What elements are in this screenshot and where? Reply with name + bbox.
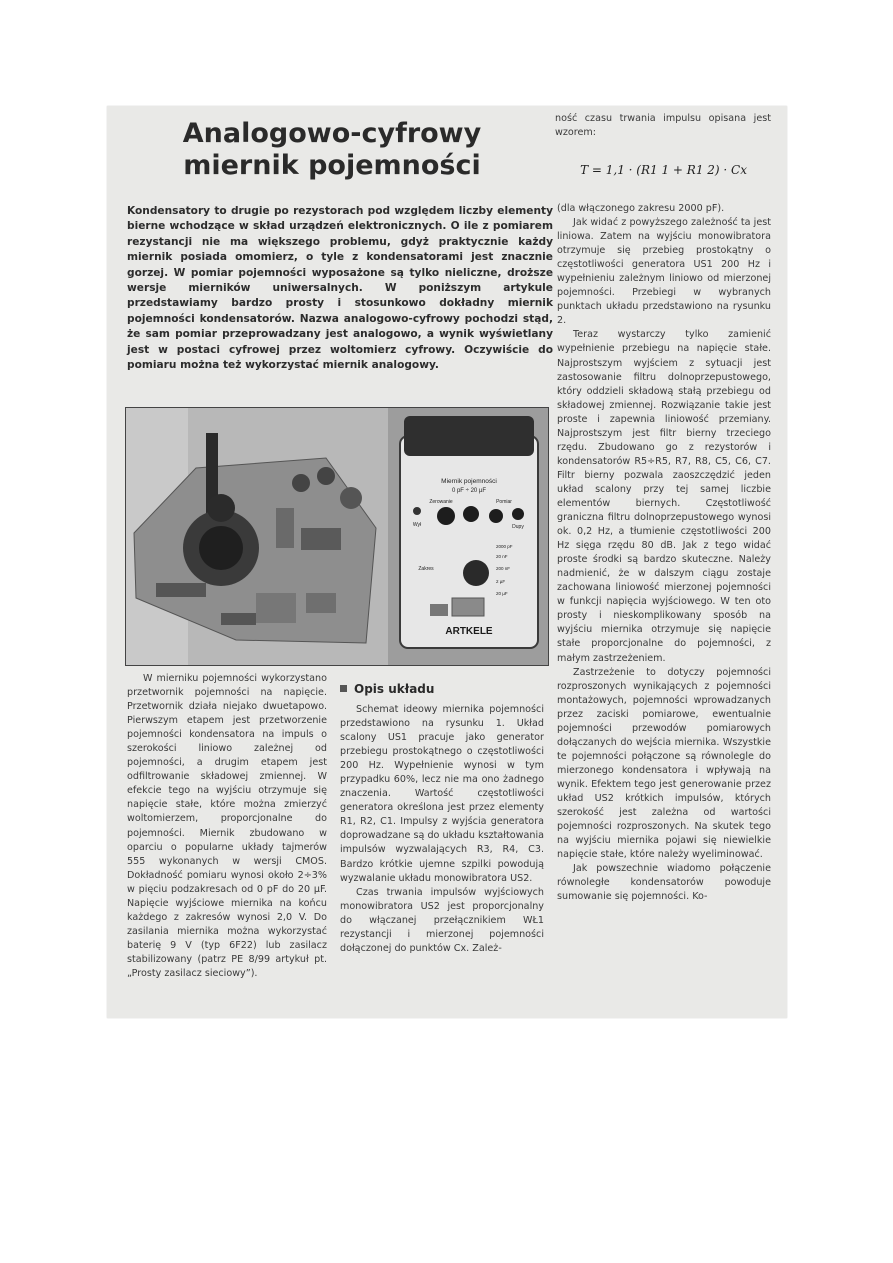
range-tick: 20 nF (496, 554, 508, 559)
paragraph: Zastrzeżenie to dotyczy pojemności rozproszonych wynikających z pojemności montażowych, pojemności wprowadzanych przez zaciski pomiarowe, ewentualnie pojemności przewodów pomiarowych dołączanych do wejścia miernika. Wszystkie te pojemności połączone są równolegle do mierzonego kondensatora i wpływają na wynik. Efektem tego jest generowanie przez układ US2 krótkich impulsów, których szerokość jest zależna od wartości pojemności rozproszonych. Na skutek tego na wyjściu miernika pojawi się niewielkie napięcie stałe, które należy wyeliminować. (557, 666, 771, 861)
knob-right-label: Pomiar (496, 499, 512, 505)
range-tick: 2 µF (496, 579, 506, 584)
output-label: Dupy (512, 524, 524, 530)
device-photo-illustration (126, 408, 548, 665)
section-heading (340, 682, 434, 696)
paragraph: Jak powszechnie wiadomo połączenie równoległe kondensatorów powoduje sumowanie się pojemności. Ko- (557, 863, 771, 903)
formula: T = 1,1 · (R1 1 + R1 2) · Cx (580, 163, 747, 177)
brand-label: ARTKELE (445, 626, 493, 637)
column-3-top (555, 112, 771, 140)
paragraph: Schemat ideowy miernika pojemności przedstawiono na rysunku 1. Układ scalony US1 pracuje jako generator przebiegu prostokątnego o częstotliwości 200 Hz. Wypełnienie wynosi w tym przypadku 60%, lecz nie ma ono żadnego znaczenia. Wartość częstotliwości generatora określona jest przez elementy R1, R2, C1. Impulsy z wyjścia generatora doprowadzane są do układu kształtowania impulsów wyzwalających R3, R4, C3. Bardzo krótkie ujemne szpilki powodują wyzwalanie układu monowibratora US2. (340, 704, 544, 884)
device-photo (125, 407, 549, 666)
column-1 (127, 672, 327, 981)
range-label: Zakres (418, 566, 434, 572)
panel-range: 0 pF ÷ 20 µF (451, 488, 487, 494)
panel-title: Miernik pojemności (441, 478, 497, 485)
paragraph: (dla włączonego zakresu 2000 pF). (557, 203, 725, 214)
article-title (107, 118, 557, 182)
title-line-2: miernik pojemności (183, 150, 481, 181)
range-tick: 2000 pF (496, 544, 513, 549)
lead-paragraph: Kondensatory to drugie po rezystorach pod względem liczby elementy bierne wchodzące w skład urządzeń elektronicznych. O ile z pomiarem rezystancji nie ma większego problemu, gdyż praktycznie każdy miernik posiada omomierz, o tyle z kondensatorami jest znacznie gorzej. W pomiar pojemności wyposażone są tylko nieliczne, droższe wersje mierników uniwersalnych. W poniższym artykule przedstawiamy bardzo prosty i stosunkowo dokładny miernik pojemności kondensatorów. Nazwa analogowo-cyfrowy pochodzi stąd, że sam pomiar przeprowadzany jest analogowo, a wynik wyświetlany jest w postaci cyfrowej przez woltomierz cyfrowy. Oczywiście do pomiaru można też wykorzystać miernik analogowy. (127, 205, 553, 372)
column-3 (557, 202, 771, 904)
paragraph: W mierniku pojemności wykorzystano przetwornik pojemności na napięcie. Przetwornik działa niejako dwuetapowo. Pierwszym etapem jest przetworzenie pojemności kondensatora na impuls o szerokości liniowo zależnej od pojemności, a drugim etapem jest odfiltrowanie składowej zmiennej. W efekcie tego na wyjściu otrzymuje się napięcie stałe, które można zmierzyć woltomierzem, proporcjonalne do pojemności. Miernik zbudowano w oparciu o popularne układy tajmerów 555 wykonanych w wersji CMOS. Dokładność pomiaru wynosi około 2÷3% w pięciu podzakresach od 0 pF do 20 µF. Napięcie wyjściowe miernika na końcu każdego z zakresów wynosi 2,0 V. Do zasilania miernika można wykorzystać baterię 9 V (typ 6F22) lub zasilacz stabilizowany (patrz PE 8/99 artykuł pt. „Prosty zasilacz sieciowy”). (127, 673, 327, 979)
switch-label: Wył (412, 522, 422, 528)
paragraph: ność czasu trwania impulsu opisana jest wzorem: (555, 113, 771, 139)
section-heading-text: Opis układu (354, 682, 435, 696)
paragraph: Teraz wystarczy tylko zamienić wypełnienie przebiegu na napięcie stałe. Najprostszym wyjściem z sytuacji jest zastosowanie filtru dolnoprzepustowego, który oddzieli składową stałą przebiegu od składowej zmiennej. Rozwiązanie takie jest proste i zapewnia liniowość przemiany. Najprostszym jest filtr bierny trzeciego rzędu. Zbudowano go z rezystorów i kondensatorów R5÷R5, R7, R8, C5, C6, C7. Filtr bierny pozwala zaoszczędzić jeden układ scalony przy tej samej liczbie elementów biernych. Częstotliwość graniczna filtru dolnoprzepustowego wynosi ok. 0,2 Hz, a tłumienie częstotliwości 200 Hz sięga rzędu 80 dB. Jak z tego widać proste środki są bardzo skuteczne. Należy nadmienić, że w dalszym ciągu zostaje zachowana liniowość mierzonej pojemności w funkcji napięcia wyjściowego. W ten oto prosty i nieskomplikowany sposób na wyjściu miernika otrzymuje się napięcie stałe proporcjonalne do pojemności, z małym zastrzeżeniem. (557, 329, 771, 664)
paragraph: Czas trwania impulsów wyjściowych monowibratora US2 jest proporcjonalny do włączanej przełącznikiem WŁ1 rezystancji i mierzonej pojemności dołączonej do punktów Cx. Zależ- (340, 886, 544, 954)
paragraph: Jak widać z powyższego zależność ta jest liniowa. Zatem na wyjściu monowibratora otrzymuje się przebieg prostokątny o częstotliwości generatora US1 200 Hz i wypełnieniu zależnym liniowo od mierzonej pojemności. Przebiegi w wybranych punktach układu przedstawiono na rysunku 2. (557, 217, 771, 327)
range-tick: 20 µF (496, 591, 508, 596)
knob-left-label: Zerowanie (429, 499, 453, 505)
article-page (107, 106, 787, 1018)
title-line-1: Analogowo-cyfrowy (182, 118, 482, 149)
range-tick: 200 nF (496, 566, 511, 571)
column-2 (340, 703, 544, 956)
square-bullet-icon (340, 685, 347, 692)
